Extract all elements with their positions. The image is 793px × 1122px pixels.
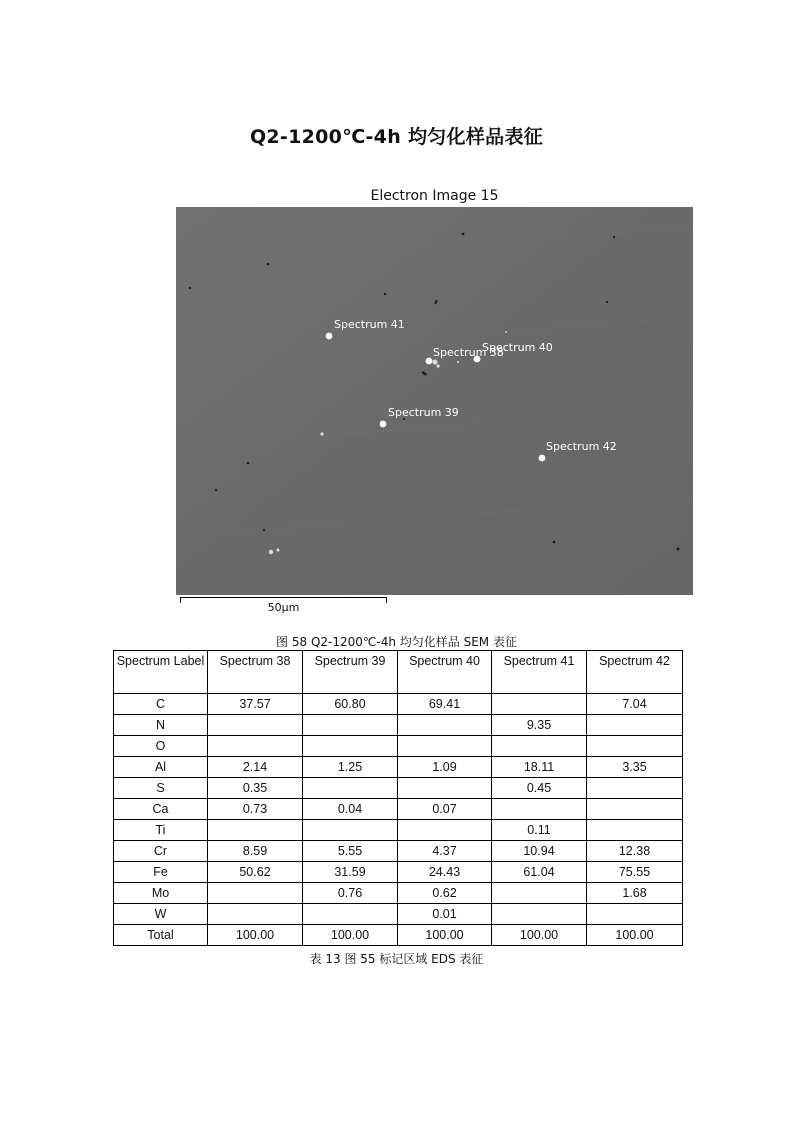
element-label-cell: Cr: [114, 841, 208, 862]
table-row: [114, 799, 683, 820]
value-cell: 75.55: [587, 862, 683, 883]
table-row: [114, 715, 683, 736]
value-cell: 100.00: [303, 925, 398, 946]
value-cell: [587, 904, 683, 925]
table-row: [114, 694, 683, 715]
value-cell: [208, 715, 303, 736]
value-cell: 10.94: [492, 841, 587, 862]
table-caption: 表 13 图 55 标记区域 EDS 表征: [309, 952, 484, 966]
value-cell: 31.59: [303, 862, 398, 883]
header-spectrum-40: Spectrum 40: [398, 651, 492, 694]
table-header-row: [114, 651, 683, 694]
value-cell: [208, 820, 303, 841]
value-cell: 60.80: [303, 694, 398, 715]
value-cell: 50.62: [208, 862, 303, 883]
value-cell: 0.76: [303, 883, 398, 904]
value-cell: [208, 904, 303, 925]
table-row: [114, 841, 683, 862]
value-cell: 1.25: [303, 757, 398, 778]
element-label-cell: N: [114, 715, 208, 736]
value-cell: [587, 799, 683, 820]
value-cell: [303, 820, 398, 841]
spectrum-38-label: Spectrum 38: [433, 346, 504, 359]
table-row: [114, 883, 683, 904]
element-label-cell: Ca: [114, 799, 208, 820]
element-label-cell: C: [114, 694, 208, 715]
value-cell: 0.01: [398, 904, 492, 925]
value-cell: 0.04: [303, 799, 398, 820]
value-cell: 100.00: [208, 925, 303, 946]
value-cell: [208, 736, 303, 757]
eds-table: [113, 650, 683, 946]
header-spectrum-38: Spectrum 38: [208, 651, 303, 694]
element-label-cell: Fe: [114, 862, 208, 883]
table-row: [114, 736, 683, 757]
element-label-cell: Total: [114, 925, 208, 946]
figure-caption: 图 58 Q2-1200℃-4h 均匀化样品 SEM 表征: [276, 635, 517, 649]
table-row: [114, 757, 683, 778]
value-cell: 37.57: [208, 694, 303, 715]
value-cell: 100.00: [398, 925, 492, 946]
value-cell: 4.37: [398, 841, 492, 862]
value-cell: 100.00: [587, 925, 683, 946]
value-cell: [398, 715, 492, 736]
value-cell: 0.73: [208, 799, 303, 820]
electron-image-title: Electron Image 15: [370, 188, 499, 204]
element-label-cell: Ti: [114, 820, 208, 841]
table-row: [114, 904, 683, 925]
element-label-cell: Al: [114, 757, 208, 778]
value-cell: [208, 883, 303, 904]
sem-micrograph: [176, 207, 693, 595]
value-cell: [398, 736, 492, 757]
value-cell: [587, 820, 683, 841]
header-spectrum-39: Spectrum 39: [303, 651, 398, 694]
value-cell: 0.62: [398, 883, 492, 904]
value-cell: 0.07: [398, 799, 492, 820]
value-cell: [492, 694, 587, 715]
value-cell: 8.59: [208, 841, 303, 862]
spectrum-41-label: Spectrum 41: [334, 318, 405, 331]
value-cell: [398, 820, 492, 841]
element-label-cell: S: [114, 778, 208, 799]
spectrum-42-label: Spectrum 42: [546, 440, 617, 453]
value-cell: 2.14: [208, 757, 303, 778]
value-cell: 7.04: [587, 694, 683, 715]
value-cell: 61.04: [492, 862, 587, 883]
header-spectrum-41: Spectrum 41: [492, 651, 587, 694]
value-cell: 1.68: [587, 883, 683, 904]
value-cell: 3.35: [587, 757, 683, 778]
table-row: [114, 925, 683, 946]
value-cell: [303, 736, 398, 757]
value-cell: 12.38: [587, 841, 683, 862]
element-label-cell: Mo: [114, 883, 208, 904]
value-cell: 0.45: [492, 778, 587, 799]
value-cell: [303, 904, 398, 925]
value-cell: 100.00: [492, 925, 587, 946]
value-cell: 9.35: [492, 715, 587, 736]
document-title: Q2-1200℃-4h 均匀化样品表征: [249, 126, 544, 148]
value-cell: 24.43: [398, 862, 492, 883]
value-cell: 69.41: [398, 694, 492, 715]
value-cell: 5.55: [303, 841, 398, 862]
spectrum-40-label: Spectrum 40: [482, 341, 553, 354]
value-cell: [492, 736, 587, 757]
element-label-cell: O: [114, 736, 208, 757]
value-cell: [492, 904, 587, 925]
value-cell: [587, 715, 683, 736]
value-cell: [303, 715, 398, 736]
table-row: [114, 778, 683, 799]
value-cell: [303, 778, 398, 799]
value-cell: [492, 883, 587, 904]
value-cell: 1.09: [398, 757, 492, 778]
element-label-cell: W: [114, 904, 208, 925]
value-cell: 18.11: [492, 757, 587, 778]
value-cell: 0.11: [492, 820, 587, 841]
table-row: [114, 820, 683, 841]
value-cell: [587, 736, 683, 757]
spectrum-39-label: Spectrum 39: [388, 406, 459, 419]
value-cell: 0.35: [208, 778, 303, 799]
table-row: [114, 862, 683, 883]
header-spectrum-label: Spectrum Label: [114, 651, 208, 694]
scale-bar-label: 50μm: [267, 601, 300, 614]
value-cell: [587, 778, 683, 799]
header-spectrum-42: Spectrum 42: [587, 651, 683, 694]
value-cell: [492, 799, 587, 820]
value-cell: [398, 778, 492, 799]
